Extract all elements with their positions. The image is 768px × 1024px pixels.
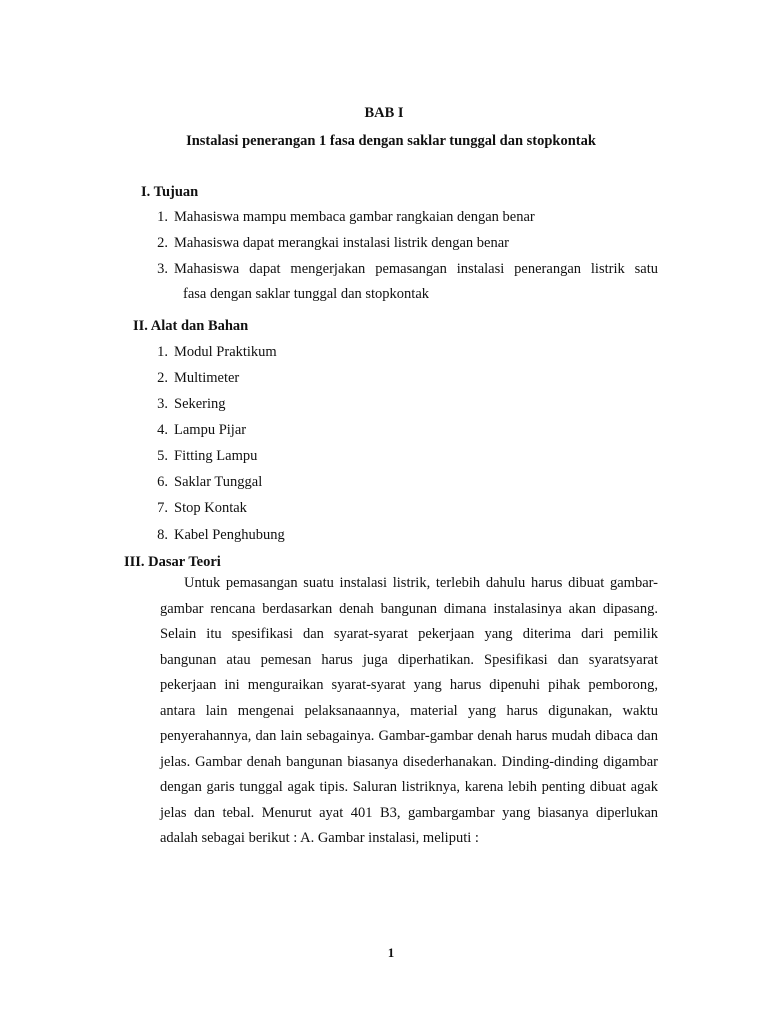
list-number: 4. (157, 422, 168, 438)
section-heading-dasar-teori: III. Dasar Teori (124, 554, 221, 570)
list-text: Stop Kontak (174, 500, 247, 516)
list-item-continuation: fasa dengan saklar tunggal dan stopkontak (183, 286, 430, 302)
list-text: Multimeter (174, 370, 240, 386)
list-text: Kabel Penghubung (174, 527, 285, 543)
list-text: Lampu Pijar (174, 422, 247, 438)
list-number: 6. (157, 474, 168, 490)
body-paragraph: Untuk pemasangan suatu instalasi listrik, terlebih dahulu harus dibuat gambar-gambar rencana berdasarkan denah bangunan dimana instalasinya akan dipasang. Selain itu spesifikasi dan syarat-syarat pekerjaan yang diterima dari pemilik bangunan atau pemesan harus juga diperhatikan. Spesifikasi dan syaratsyarat pekerjaan ini menguraikan syarat-syarat yang harus dipenuhi pihak pemborong, antara lain mengenai pelaksanaannya, material yang harus digunakan, waktu penyerahannya, dan lain sebagainya. Gambar-gambar denah harus mudah dibaca dan jelas. Gambar denah bangunan biasanya disederhanakan. Dinding-dinding digambar dengan garis tunggal agak tipis. Saluran listriknya, karena lebih penting dibuat agak jelas dan tebal. Menurut ayat 401 B3, gambargambar yang biasanya diperlukan adalah sebagai berikut : A. Gambar instalasi, meliputi : (160, 575, 658, 846)
list-number: 2. (157, 235, 168, 251)
list-number: 1. (157, 344, 168, 360)
list-text: Fitting Lampu (174, 448, 258, 464)
chapter-heading: BAB I (364, 105, 404, 121)
list-number: 1. (157, 209, 168, 225)
list-text: Saklar Tunggal (174, 474, 263, 490)
list-number: 5. (157, 448, 168, 464)
list-number: 7. (157, 500, 168, 516)
list-text: Mahasiswa mampu membaca gambar rangkaian dengan benar (174, 209, 535, 225)
list-number: 3. (157, 261, 168, 277)
list-text: Mahasiswa dapat mengerjakan pemasangan instalasi penerangan listrik satu (174, 261, 658, 277)
list-text: Modul Praktikum (174, 344, 277, 360)
section-heading-alat-dan-bahan: II. Alat dan Bahan (133, 318, 249, 334)
list-text: Sekering (174, 396, 226, 412)
page-number: 1 (387, 945, 395, 960)
list-number: 2. (157, 370, 168, 386)
section-heading-tujuan: I. Tujuan (141, 184, 199, 200)
list-number: 8. (157, 527, 168, 543)
list-number: 3. (157, 396, 168, 412)
list-text: Mahasiswa dapat merangkai instalasi listrik dengan benar (174, 235, 510, 251)
document-title: Instalasi penerangan 1 fasa dengan saklar tunggal dan stopkontak (186, 133, 596, 149)
